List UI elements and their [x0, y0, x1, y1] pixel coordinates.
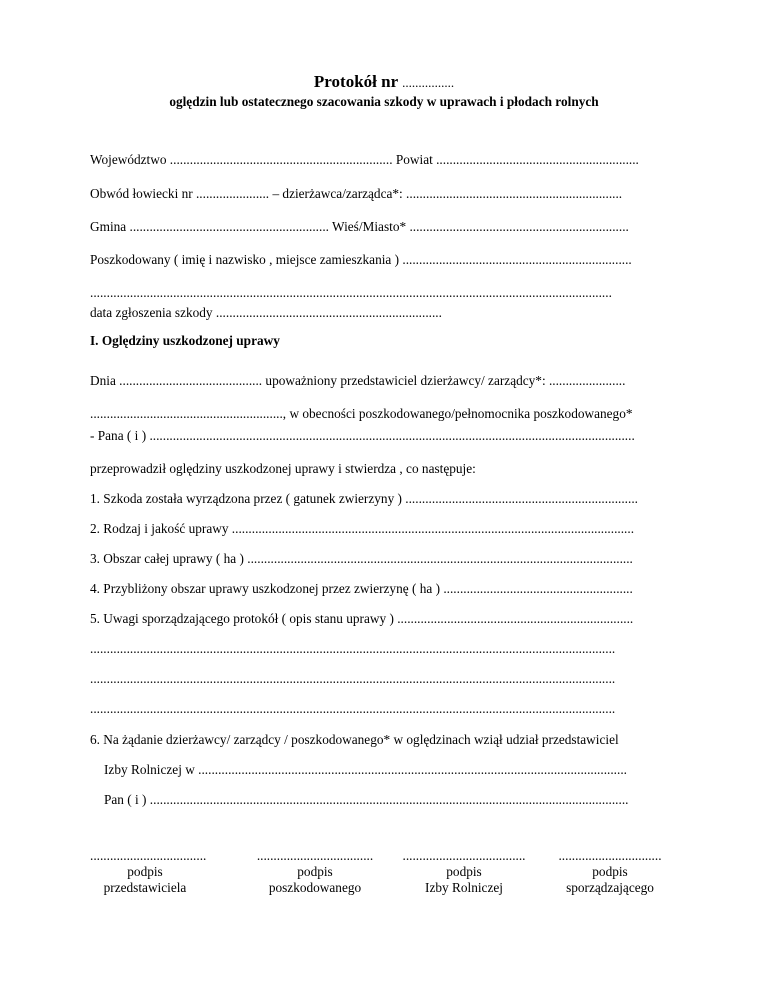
item-1-line: 1. Szkoda została wyrządzona przez ( gatunek zwierzyny ) ......................................................................	[90, 491, 638, 506]
gmina-wies-line: Gmina ............................................................ Wieś/Miasto* ..................................................................	[90, 219, 629, 234]
izby-rolniczej-line: Izby Rolniczej w .................................................................................................................................	[104, 762, 627, 777]
blank-line-1: ..............................................................................................................................................................	[90, 641, 616, 656]
document-subtitle: oględzin lub ostatecznego szacowania szkody w uprawach i płodach rolnych	[169, 94, 599, 109]
obwod-lowiecki-line: Obwód łowiecki nr ...................... – dzierżawca/zarządca*: .................................................................	[90, 186, 623, 201]
signature-label: podpis	[297, 864, 333, 879]
dnia-line: Dnia ........................................... upoważniony przedstawiciel dzierżawcy/ zarządcy*: .......................	[90, 373, 626, 388]
signature-role: sporządzającego	[566, 880, 654, 895]
signature-dots: .....................................	[402, 848, 526, 863]
signature-przedstawiciela	[90, 848, 207, 896]
pan-line: Pan ( i ) ................................................................................................................................................	[104, 792, 629, 807]
wojewodztwo-powiat-line: Województwo ................................................................... Powiat .............................................................	[90, 152, 639, 167]
item-3-line: 3. Obszar całej uprawy ( ha ) ....................................................................................................................	[90, 551, 633, 566]
signature-label: podpis	[127, 864, 163, 879]
blank-line-2: ..............................................................................................................................................................	[90, 671, 616, 686]
poszkodowany-line: Poszkodowany ( imię i nazwisko , miejsce zamieszkania ) .....................................................................	[90, 252, 632, 267]
przeprowadzil-line: przeprowadził oględziny uszkodzonej uprawy i stwierdza , co następuje:	[90, 461, 476, 476]
signature-dots: ...................................	[90, 848, 207, 863]
signature-label: podpis	[592, 864, 628, 879]
signature-dots: ...................................	[256, 848, 374, 863]
pana-line: - Pana ( i ) ..................................................................................................................................................	[90, 428, 635, 443]
document-title	[0, 72, 768, 93]
signature-izby-rolniczej	[394, 848, 534, 896]
signature-label: podpis	[446, 864, 482, 879]
signature-sporzadzajacego	[550, 848, 670, 896]
item-2-line: 2. Rodzaj i jakość uprawy .........................................................................................................................	[90, 521, 635, 536]
signature-role: poszkodowanego	[268, 880, 362, 895]
title-text: Protokół nr	[313, 72, 398, 91]
signature-role: przedstawiciela	[103, 880, 187, 895]
item-4-line: 4. Przybliżony obszar uprawy uszkodzonej przez zwierzynę ( ha ) .........................................................	[90, 581, 633, 596]
section-heading-ogledziny: I. Oględziny uszkodzonej uprawy	[90, 333, 280, 348]
signature-dots: ...............................	[558, 848, 662, 863]
blank-line-3: ..............................................................................................................................................................	[90, 701, 616, 716]
obecnosci-line: .........................................................., w obecności poszkodowanego/pełnomocnika poszkodowanego*	[90, 406, 633, 421]
item-6-line: 6. Na żądanie dzierżawcy/ zarządcy / poszkodowanego* w oględzinach wziął udział przedstawiciel	[90, 732, 619, 747]
poszkodowany-continuation-line: .............................................................................................................................................................	[90, 285, 612, 300]
item-5-line: 5. Uwagi sporządzającego protokół ( opis stanu uprawy ) .......................................................................	[90, 611, 634, 626]
data-zgloszenia-line: data zgłoszenia szkody ....................................................................	[90, 305, 442, 320]
title-number-field: ................	[402, 75, 455, 90]
signature-role: Izby Rolniczej	[425, 880, 503, 895]
signature-poszkodowanego	[245, 848, 385, 896]
